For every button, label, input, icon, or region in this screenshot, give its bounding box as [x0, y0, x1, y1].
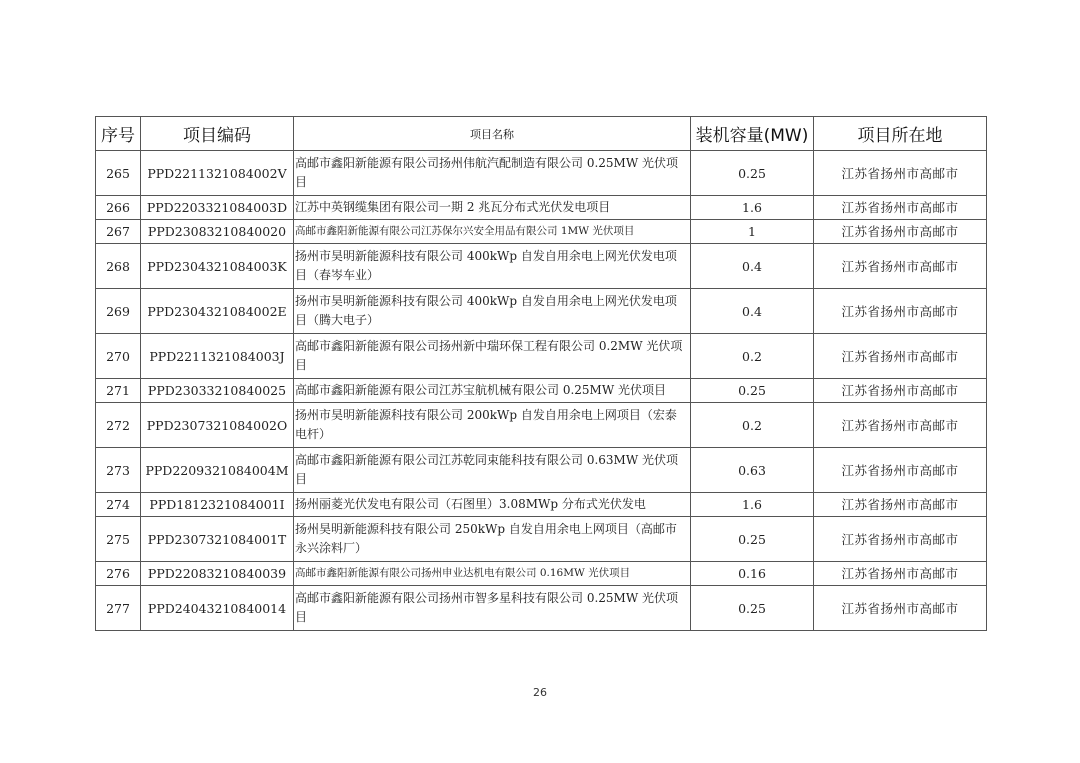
cell-code: PPD2307321084002O	[141, 403, 294, 448]
cell-seq: 275	[96, 517, 141, 562]
cell-location: 江苏省扬州市高邮市	[814, 379, 987, 403]
header-capacity: 装机容量(MW)	[691, 117, 814, 151]
cell-seq: 274	[96, 493, 141, 517]
table-row	[96, 379, 987, 403]
table-row	[96, 493, 987, 517]
table-row	[96, 334, 987, 379]
cell-location: 江苏省扬州市高邮市	[814, 289, 987, 334]
cell-location: 江苏省扬州市高邮市	[814, 220, 987, 244]
cell-name: 扬州市昊明新能源科技有限公司 200kWp 自发自用余电上网项目（宏泰电杆）	[294, 403, 691, 448]
table-row	[96, 244, 987, 289]
header-code: 项目编码	[141, 117, 294, 151]
table-row	[96, 220, 987, 244]
project-table	[95, 116, 987, 631]
cell-capacity: 0.25	[691, 517, 814, 562]
cell-name: 高邮市鑫阳新能源有限公司江苏乾同束能科技有限公司 0.63MW 光伏项目	[294, 448, 691, 493]
cell-seq: 267	[96, 220, 141, 244]
table-row	[96, 403, 987, 448]
cell-name: 高邮市鑫阳新能源有限公司扬州申业达机电有限公司 0.16MW 光伏项目	[294, 562, 691, 586]
cell-capacity: 0.2	[691, 334, 814, 379]
cell-seq: 273	[96, 448, 141, 493]
cell-capacity: 0.16	[691, 562, 814, 586]
cell-code: PPD23083210840020	[141, 220, 294, 244]
cell-name: 扬州丽菱光伏发电有限公司（石图里）3.08MWp 分布式光伏发电	[294, 493, 691, 517]
header-location: 项目所在地	[814, 117, 987, 151]
cell-capacity: 1.6	[691, 493, 814, 517]
cell-capacity: 0.4	[691, 244, 814, 289]
cell-capacity: 0.63	[691, 448, 814, 493]
cell-name: 扬州市昊明新能源科技有限公司 400kWp 自发自用余电上网光伏发电项目（腾大电子）	[294, 289, 691, 334]
header-seq: 序号	[96, 117, 141, 151]
cell-capacity: 1	[691, 220, 814, 244]
cell-capacity: 0.25	[691, 586, 814, 631]
cell-name: 江苏中英钢缆集团有限公司一期 2 兆瓦分布式光伏发电项目	[294, 196, 691, 220]
cell-location: 江苏省扬州市高邮市	[814, 151, 987, 196]
cell-code: PPD2209321084004M	[141, 448, 294, 493]
cell-seq: 266	[96, 196, 141, 220]
cell-location: 江苏省扬州市高邮市	[814, 517, 987, 562]
cell-code: PPD2304321084003K	[141, 244, 294, 289]
cell-code: PPD2307321084001T	[141, 517, 294, 562]
page-number: 26	[533, 686, 547, 699]
table-header-row	[96, 117, 987, 151]
table-row	[96, 151, 987, 196]
cell-seq: 272	[96, 403, 141, 448]
cell-seq: 276	[96, 562, 141, 586]
cell-code: PPD2203321084003D	[141, 196, 294, 220]
cell-code: PPD2211321084003J	[141, 334, 294, 379]
cell-location: 江苏省扬州市高邮市	[814, 403, 987, 448]
cell-code: PPD24043210840014	[141, 586, 294, 631]
cell-location: 江苏省扬州市高邮市	[814, 586, 987, 631]
cell-location: 江苏省扬州市高邮市	[814, 334, 987, 379]
cell-name: 扬州市昊明新能源科技有限公司 400kWp 自发自用余电上网光伏发电项目（春岑车业）	[294, 244, 691, 289]
table-row	[96, 448, 987, 493]
cell-name: 高邮市鑫阳新能源有限公司江苏宝航机械有限公司 0.25MW 光伏项目	[294, 379, 691, 403]
cell-seq: 271	[96, 379, 141, 403]
cell-name: 高邮市鑫阳新能源有限公司扬州市智多星科技有限公司 0.25MW 光伏项目	[294, 586, 691, 631]
cell-location: 江苏省扬州市高邮市	[814, 562, 987, 586]
cell-capacity: 1.6	[691, 196, 814, 220]
cell-code: PPD23033210840025	[141, 379, 294, 403]
header-name: 项目名称	[294, 117, 691, 151]
cell-seq: 270	[96, 334, 141, 379]
table-row	[96, 562, 987, 586]
cell-name: 扬州昊明新能源科技有限公司 250kWp 自发自用余电上网项目（高邮市永兴涂料厂）	[294, 517, 691, 562]
cell-capacity: 0.25	[691, 151, 814, 196]
cell-capacity: 0.4	[691, 289, 814, 334]
cell-name: 高邮市鑫阳新能源有限公司江苏保尔兴安全用品有限公司 1MW 光伏项目	[294, 220, 691, 244]
cell-capacity: 0.25	[691, 379, 814, 403]
cell-name: 高邮市鑫阳新能源有限公司扬州新中瑞环保工程有限公司 0.2MW 光伏项目	[294, 334, 691, 379]
cell-location: 江苏省扬州市高邮市	[814, 244, 987, 289]
cell-seq: 269	[96, 289, 141, 334]
cell-capacity: 0.2	[691, 403, 814, 448]
cell-name: 高邮市鑫阳新能源有限公司扬州伟航汽配制造有限公司 0.25MW 光伏项目	[294, 151, 691, 196]
cell-code: PPD2211321084002V	[141, 151, 294, 196]
table-row	[96, 517, 987, 562]
table-row	[96, 586, 987, 631]
cell-code: PPD22083210840039	[141, 562, 294, 586]
cell-seq: 268	[96, 244, 141, 289]
cell-location: 江苏省扬州市高邮市	[814, 493, 987, 517]
table-row	[96, 196, 987, 220]
cell-location: 江苏省扬州市高邮市	[814, 196, 987, 220]
cell-seq: 265	[96, 151, 141, 196]
cell-code: PPD1812321084001I	[141, 493, 294, 517]
cell-location: 江苏省扬州市高邮市	[814, 448, 987, 493]
cell-code: PPD2304321084002E	[141, 289, 294, 334]
table-row	[96, 289, 987, 334]
cell-seq: 277	[96, 586, 141, 631]
